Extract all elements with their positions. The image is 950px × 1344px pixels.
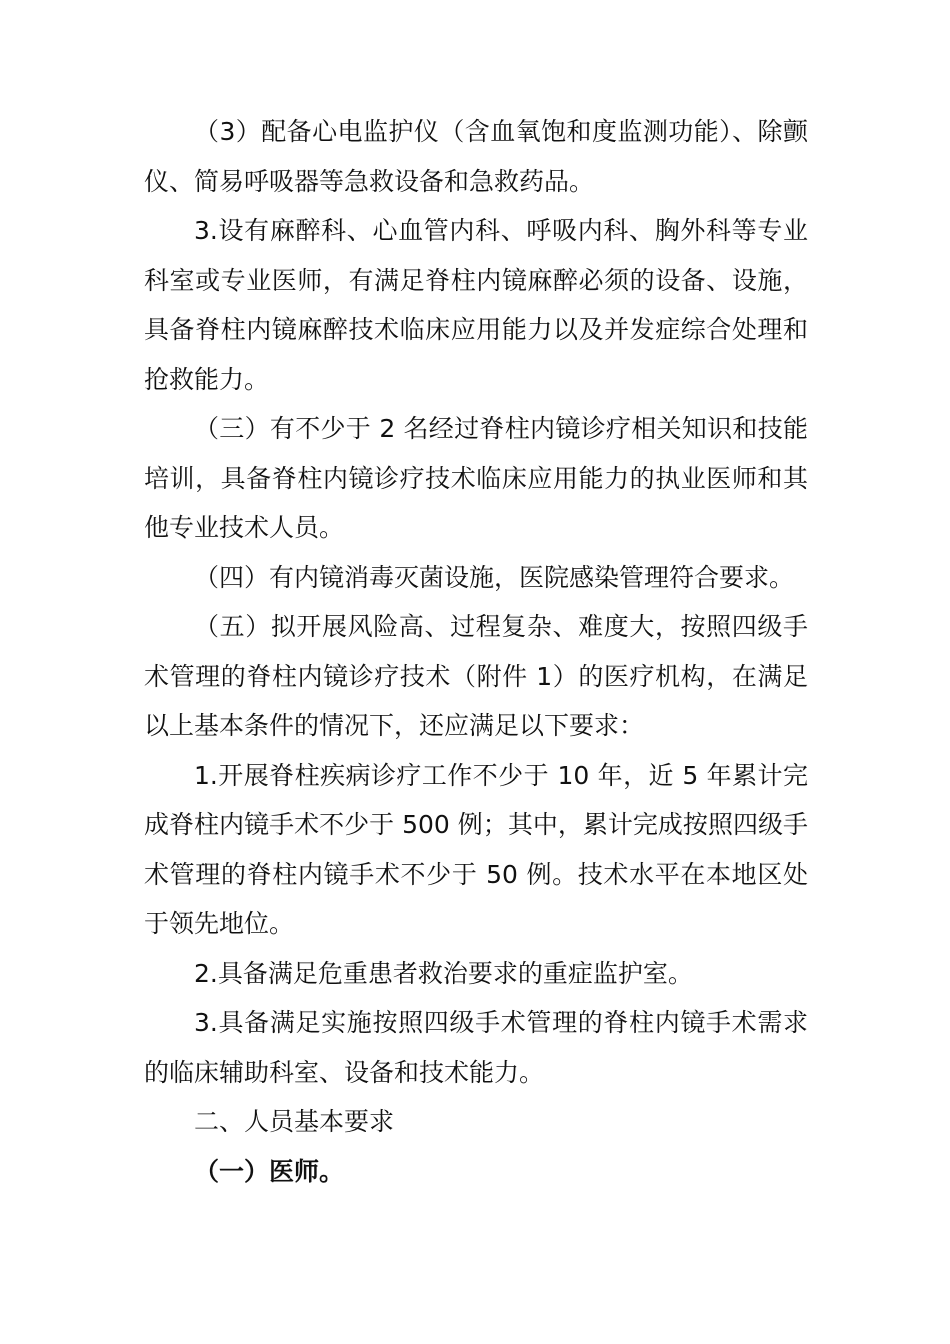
paragraph-experience: 1.开展脊柱疾病诊疗工作不少于 10 年，近 5 年累计完成脊柱内镜手术不少于 500 例；其中，累计完成按照四级手术管理的脊柱内镜手术不少于 50 例。技术水平在本地区处于领先地位。 xyxy=(144,760,808,938)
paragraph-auxiliary: 3.具备满足实施按照四级手术管理的脊柱内镜手术需求的临床辅助科室、设备和技术能力。 xyxy=(144,1008,808,1087)
document-body xyxy=(144,107,808,1196)
paragraph-disinfection: （四）有内镜消毒灭菌设施，医院感染管理符合要求。 xyxy=(194,562,795,592)
paragraph-level-four-requirements: （五）拟开展风险高、过程复杂、难度大，按照四级手术管理的脊柱内镜诊疗技术（附件 1）的医疗机构，在满足以上基本条件的情况下，还应满足以下要求： xyxy=(144,612,808,740)
paragraph-anesthesia-departments: 3.设有麻醉科、心血管内科、呼吸内科、胸外科等专业科室或专业医师，有满足脊柱内镜麻醉必须的设备、设施，具备脊柱内镜麻醉技术临床应用能力以及并发症综合处理和抢救能力。 xyxy=(144,216,808,394)
paragraph-icu: 2.具备满足危重患者救治要求的重症监护室。 xyxy=(194,958,693,988)
paragraph-physician-count: （三）有不少于 2 名经过脊柱内镜诊疗相关知识和技能培训，具备脊柱内镜诊疗技术临床应用能力的执业医师和其他专业技术人员。 xyxy=(144,414,808,542)
subsection-heading-physicians: （一）医师。 xyxy=(194,1156,345,1186)
paragraph-equipment: （3）配备心电监护仪（含血氧饱和度监测功能）、除颤仪、简易呼吸器等急救设备和急救药品。 xyxy=(144,117,808,196)
section-heading-personnel: 二、人员基本要求 xyxy=(194,1107,395,1136)
